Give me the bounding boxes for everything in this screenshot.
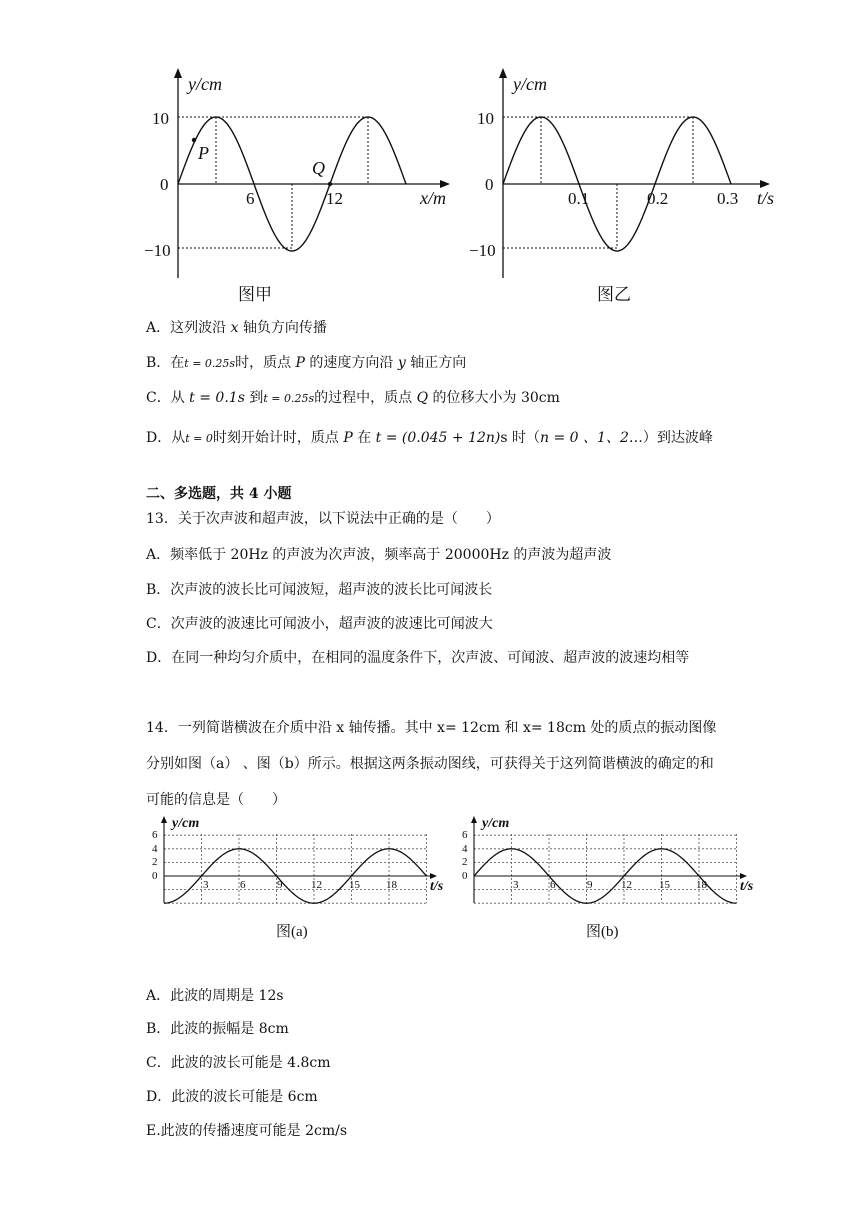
q14-option-c: C．此波的波长可能是 4.8cm (146, 1055, 331, 1071)
x-tick-9: 9 (587, 879, 593, 891)
y-tick-0: 0 (160, 175, 169, 194)
x-axis-label: t/s (430, 879, 444, 894)
section-heading: 二、多选题，共 4 小题 (146, 486, 292, 502)
y-tick-0: 0 (152, 870, 158, 882)
q13-option-b: B．次声波的波长比可闻波短，超声波的波长比可闻波长 (146, 582, 493, 598)
x-tick-6: 6 (246, 189, 255, 208)
point-p (192, 138, 196, 142)
y-tick-2: 2 (462, 856, 468, 868)
y-tick-neg10: −10 (469, 241, 496, 260)
x-tick-3: 3 (513, 879, 519, 891)
q14-option-a: A．此波的周期是 12s (146, 988, 284, 1004)
x-tick-9: 9 (277, 879, 283, 891)
x-tick-12: 12 (326, 189, 343, 208)
x-tick-6: 6 (550, 879, 556, 891)
point-q (328, 182, 332, 186)
y-tick-10: 10 (152, 109, 169, 128)
x-tick-12: 12 (621, 879, 632, 891)
y-axis-label: y/cm (172, 816, 200, 831)
x-axis-label: t/s (740, 879, 754, 894)
y-tick-0: 0 (485, 175, 494, 194)
y-tick-4: 4 (152, 843, 158, 855)
caption-b: 图(b) (586, 924, 619, 940)
q12-option-d: D．从t = 0时刻开始计时，质点 P 在 t = (0.045 + 12n)s 时（n = 0 、1、2…）到达波峰 (146, 430, 713, 446)
q14-stem: 14．一列简谐横波在介质中沿 x 轴传播。其中 x= 12cm 和 x= 18cm 处的质点的振动图像分别如图（a） 、图（b）所示。根据这两条振动图线，可获得关于这列简谐横波的确定的和可能的信息是（ ） (146, 720, 717, 808)
y-axis-label: y/cm (482, 816, 510, 831)
label-q: Q (312, 158, 325, 178)
y-tick-6: 6 (152, 829, 158, 841)
vibration-graph-a (150, 808, 450, 946)
y-tick-6: 6 (462, 829, 468, 841)
y-tick-0: 0 (462, 870, 468, 882)
x-axis-label: t/s (757, 188, 775, 208)
x-tick-0.3: 0.3 (717, 189, 739, 208)
x-tick-6: 6 (240, 879, 246, 891)
vibration-graph-b (460, 808, 760, 946)
y-tick-2: 2 (152, 856, 158, 868)
y-tick-4: 4 (462, 843, 468, 855)
x-tick-15: 15 (349, 879, 360, 891)
q13-option-a: A．频率低于 20Hz 的声波为次声波，频率高于 20000Hz 的声波为超声波 (146, 547, 612, 563)
caption-yi: 图乙 (597, 285, 631, 304)
x-tick-18: 18 (696, 879, 707, 891)
x-tick-12: 12 (311, 879, 322, 891)
q14-option-e: E.此波的传播速度可能是 2cm/s (146, 1123, 348, 1139)
x-tick-0.1: 0.1 (568, 189, 590, 208)
label-p: P (198, 143, 209, 163)
caption-a: 图(a) (276, 924, 308, 940)
q12-option-c: C．从 t = 0.1s 到t = 0.25s的过程中，质点 Q 的位移大小为 30cm (146, 390, 560, 406)
y-tick-10: 10 (477, 109, 494, 128)
y-axis-label: y/cm (188, 74, 222, 94)
q13-option-c: C．次声波的波速比可闻波小，超声波的波速比可闻波大 (146, 616, 493, 632)
y-axis-label: y/cm (513, 74, 547, 94)
q14-option-d: D．此波的波长可能是 6cm (146, 1089, 318, 1105)
vibration-graph-yi (465, 60, 795, 310)
x-tick-15: 15 (659, 879, 670, 891)
x-axis-label: x/m (420, 188, 446, 208)
q13-option-d: D．在同一种均匀介质中，在相同的温度条件下，次声波、可闻波、超声波的波速均相等 (146, 650, 690, 666)
x-tick-18: 18 (386, 879, 397, 891)
q12-option-b: B．在t = 0.25s时，质点 P 的速度方向沿 y 轴正方向 (146, 355, 467, 371)
caption-jia: 图甲 (238, 285, 272, 304)
x-tick-3: 3 (203, 879, 209, 891)
q14-option-b: B．此波的振幅是 8cm (146, 1021, 289, 1037)
q13-stem: 13．关于次声波和超声波，以下说法中正确的是（ ） (146, 511, 500, 527)
wave-graph-jia (140, 60, 460, 310)
q12-option-a: A．这列波沿 x 轴负方向传播 (146, 320, 327, 336)
x-tick-0.2: 0.2 (647, 189, 669, 208)
y-tick-neg10: −10 (144, 241, 171, 260)
